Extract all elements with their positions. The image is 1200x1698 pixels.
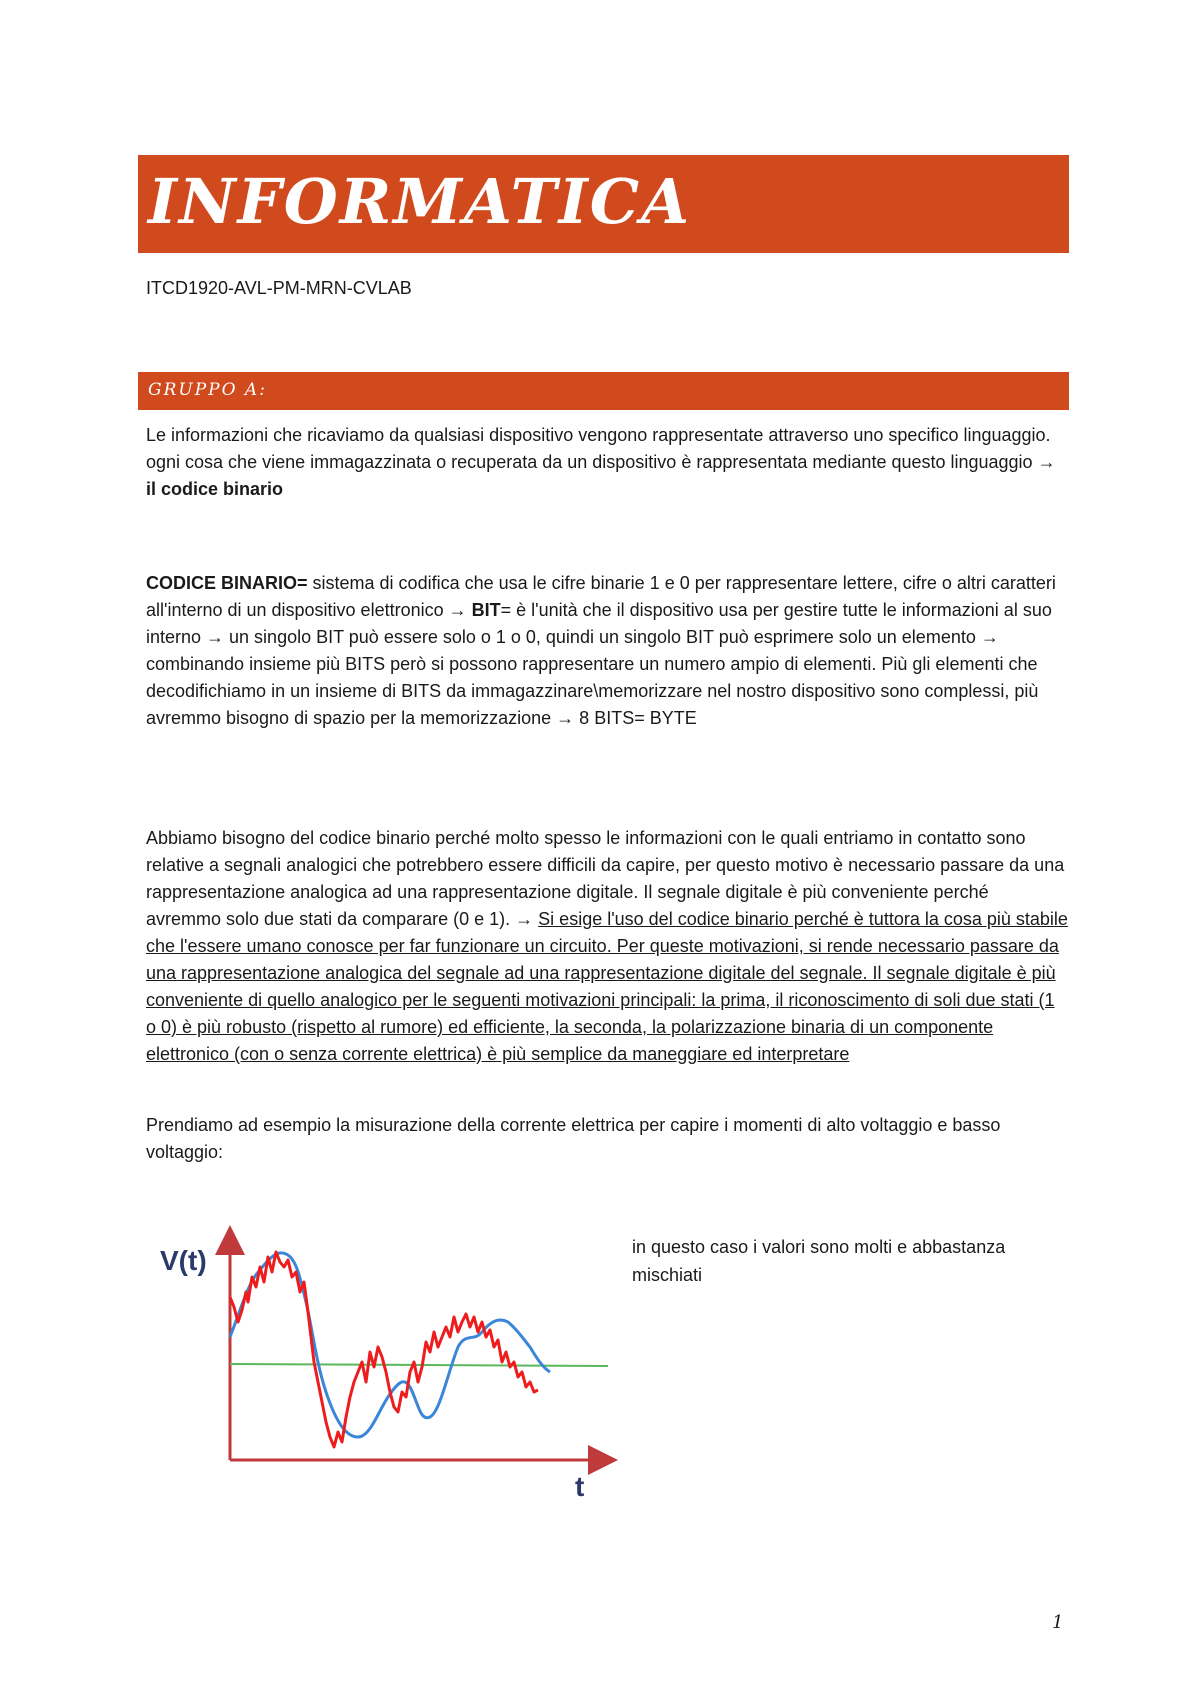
figure-side-note: in questo caso i valori sono molti e abbastanza mischiati: [632, 1237, 1006, 1285]
paragraph-binary-text-a: sistema di codifica che usa le cifre binarie 1 e 0 per rappresentare lettere, cifre o altri caratteri all'interno di un dispositivo elettronico →: [146, 573, 1056, 620]
term-bit: BIT: [471, 600, 501, 620]
paragraph-binary-code: [146, 570, 1068, 732]
signal-figure: [148, 1222, 618, 1502]
blue-signal-curve: [230, 1253, 550, 1437]
y-axis-label: V(t): [160, 1245, 207, 1276]
x-axis-label: t: [575, 1471, 585, 1502]
page-number: 1: [1052, 1612, 1064, 1633]
paragraph-why-underlined: Si esige l'uso del codice binario perché è tuttora la cosa più stabile che l'essere umano conosce per far funzionare un circuito. Per queste motivazioni, si rende necessario passare da una rappresentazione analogica del segnale ad una rappresentazione digitale del segnale. Il segnale digitale è più conveniente di quello analogico per le seguenti motivazioni principali: la prima, il riconoscimento di soli due stati (1 o 0) è più robusto (rispetto al rumore) ed efficiente, la seconda, la polarizzazione binaria di un componente elettronico (con o senza corrente elettrica) è più semplice da maneggiare ed interpretare: [146, 909, 1068, 1064]
red-signal-curve: [230, 1252, 538, 1447]
paragraph-example: Prendiamo ad esempio la misurazione della corrente elettrica per capire i momenti di alto voltaggio e basso voltaggio:: [146, 1115, 1001, 1162]
paragraph-why-binary: [146, 825, 1068, 1068]
term-codice-binario: CODICE BINARIO=: [146, 573, 308, 593]
paragraph-intro-text: Le informazioni che ricaviamo da qualsiasi dispositivo vengono rappresentate attraverso uno specifico linguaggio. ogni cosa che viene immagazzinata o recuperata da un dispositivo è rappresentata mediante questo linguaggio →: [146, 425, 1056, 472]
paragraph-binary-text-b: = è l'unità che il dispositivo usa per gestire tutte le informazioni al suo interno → un singolo BIT può essere solo o 1 o 0, quindi un singolo BIT può esprimere solo un elemento → combinando insieme più BITS però si possono rappresentare un numero ampio di elementi. Più gli elementi che decodifichiamo in un insieme di BITS da immagazzinare\memorizzare nel nostro dispositivo sono complessi, più avremmo bisogno di spazio per la memorizzazione → 8 BITS= BYTE: [146, 600, 1052, 728]
paragraph-why-text: Abbiamo bisogno del codice binario perché molto spesso le informazioni con le quali entriamo in contatto sono relative a segnali analogici che potrebbero essere difficili da capire, per questo motivo è necessario passare da una rappresentazione analogica ad una rappresentazione digitale. Il segnale digitale è più conveniente perché avremmo solo due stati da comparare (0 e 1). →: [146, 828, 1065, 929]
section-heading: GRUPPO A:: [148, 380, 267, 400]
paragraph-intro-bold: il codice binario: [146, 479, 284, 499]
paragraph-intro: [146, 422, 1068, 503]
section-heading-bar: [138, 372, 1069, 410]
document-code: ITCD1920-AVL-PM-MRN-CVLAB: [146, 278, 412, 298]
title-banner: [138, 155, 1069, 253]
threshold-line: [230, 1364, 608, 1366]
document-title: INFORMATICA: [148, 165, 692, 238]
